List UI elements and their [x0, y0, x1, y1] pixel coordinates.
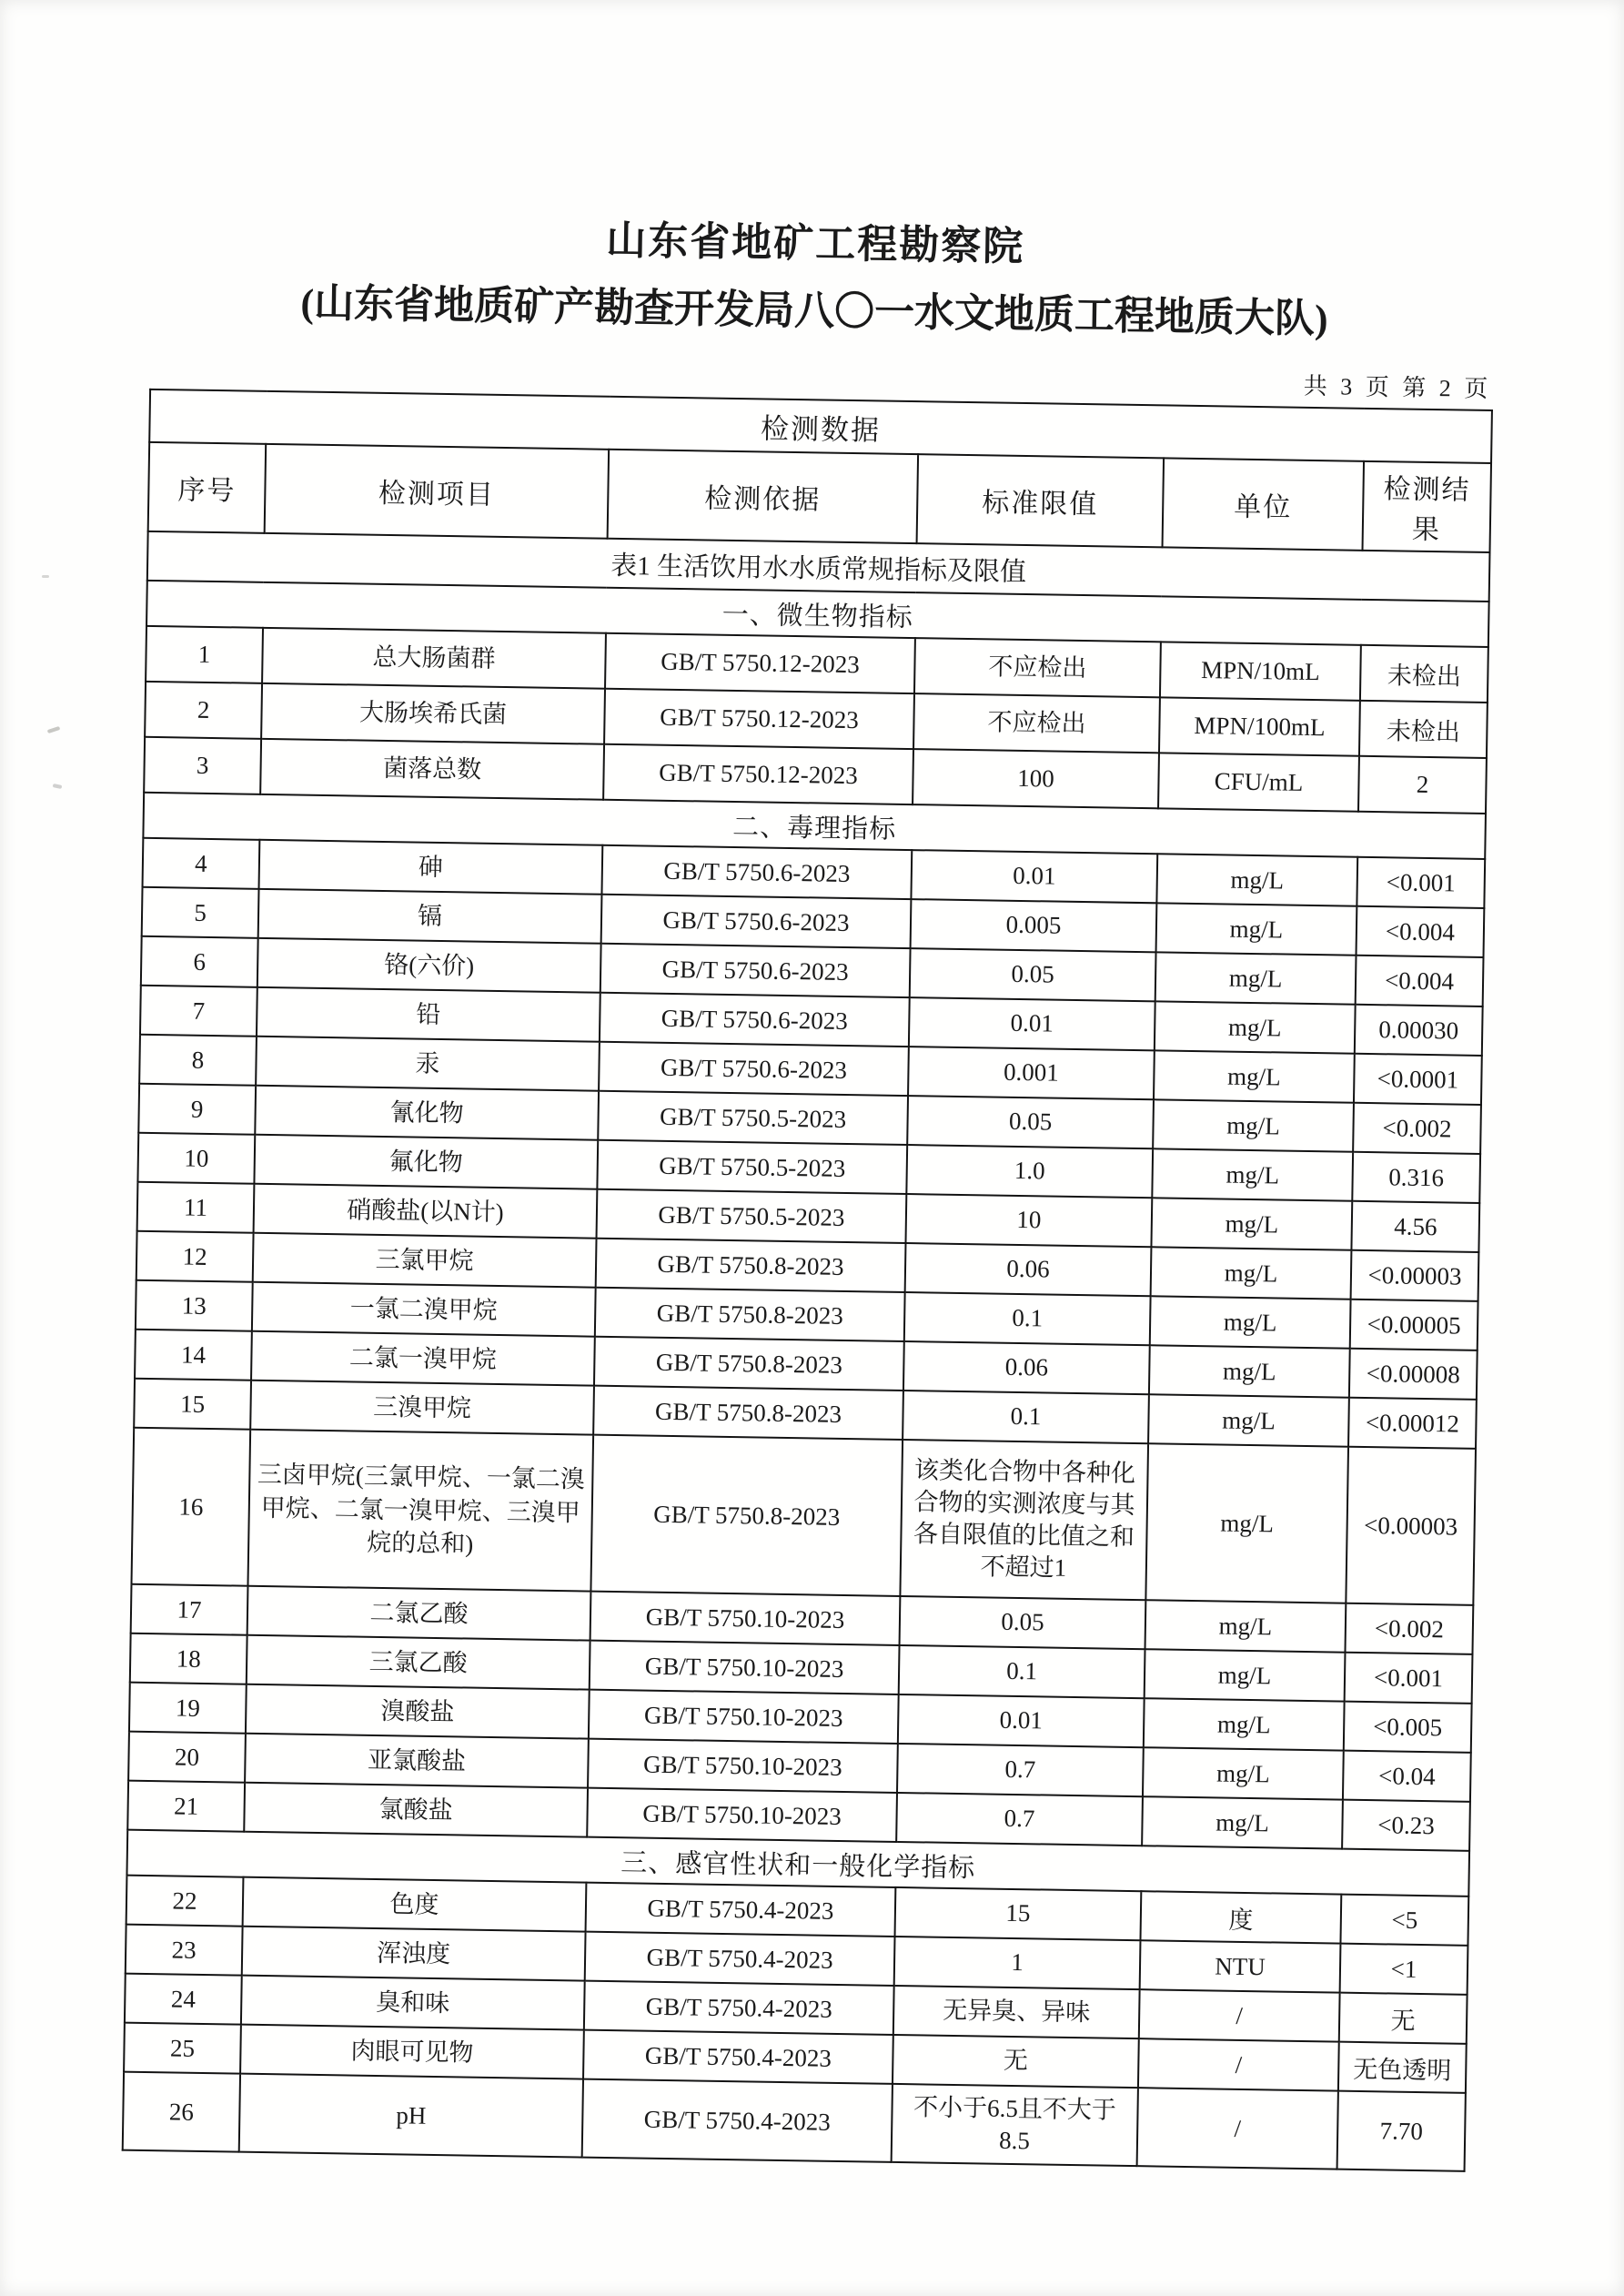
- col-header-no: 序号: [148, 442, 267, 533]
- cell-unit: mg/L: [1156, 854, 1357, 905]
- cell-result: <0.00003: [1351, 1250, 1479, 1301]
- cell-result: <0.002: [1345, 1603, 1473, 1654]
- cell-basis: GB/T 5750.6-2023: [600, 944, 911, 997]
- cell-no: 26: [123, 2072, 240, 2152]
- cell-basis: GB/T 5750.8-2023: [596, 1239, 906, 1292]
- cell-basis: GB/T 5750.4-2023: [585, 1932, 895, 1986]
- cell-result: 2: [1358, 756, 1487, 814]
- cell-basis: GB/T 5750.8-2023: [595, 1288, 905, 1341]
- cell-result: 0.00030: [1355, 1005, 1483, 1056]
- cell-limit: 0.06: [903, 1341, 1150, 1394]
- cell-result: <0.00008: [1349, 1349, 1478, 1400]
- cell-limit: 15: [895, 1887, 1142, 1940]
- cell-result: <0.04: [1343, 1751, 1471, 1802]
- cell-item: 二氯乙酸: [247, 1586, 591, 1641]
- cell-item: 色度: [243, 1877, 587, 1932]
- cell-no: 2: [145, 682, 262, 739]
- cell-unit: mg/L: [1154, 1050, 1355, 1102]
- cell-limit: 该类化合物中各种化合物的实测浓度与其各自限值的比值之和不超过1: [900, 1440, 1148, 1600]
- cell-result: <0.005: [1344, 1702, 1472, 1753]
- cell-no: 7: [140, 986, 257, 1037]
- cell-item: 铅: [257, 987, 600, 1042]
- cell-limit: 1: [894, 1937, 1141, 1989]
- cell-no: 8: [139, 1035, 257, 1086]
- cell-no: 25: [124, 2023, 241, 2074]
- cell-item: 浑浊度: [242, 1927, 586, 1981]
- cell-unit: MPN/100mL: [1159, 697, 1360, 755]
- cell-basis: GB/T 5750.10-2023: [590, 1592, 901, 1645]
- cell-item: 氯酸盐: [244, 1783, 588, 1837]
- cell-limit: 0.05: [907, 1096, 1154, 1148]
- cell-unit: mg/L: [1153, 1099, 1354, 1151]
- cell-no: 20: [128, 1732, 246, 1783]
- cell-result: 7.70: [1337, 2091, 1466, 2171]
- cell-limit: 0.05: [900, 1596, 1146, 1649]
- cell-result: <0.001: [1357, 857, 1485, 908]
- cell-unit: mg/L: [1148, 1394, 1349, 1446]
- cell-basis: GB/T 5750.6-2023: [601, 895, 912, 948]
- cell-unit: mg/L: [1152, 1148, 1353, 1200]
- org-title: 山东省地矿工程勘察院: [605, 217, 1025, 269]
- cell-unit: mg/L: [1149, 1345, 1350, 1397]
- table-title: 检测数据: [149, 389, 1492, 463]
- cell-result: <0.004: [1357, 906, 1485, 957]
- cell-item: 汞: [256, 1037, 600, 1091]
- col-header-basis: 检测依据: [608, 450, 918, 543]
- cell-unit: mg/L: [1155, 1001, 1356, 1053]
- cell-basis: GB/T 5750.5-2023: [598, 1091, 908, 1145]
- cell-limit: 无异臭、异味: [893, 1986, 1140, 2038]
- cell-result: 未检出: [1360, 645, 1488, 703]
- cell-no: 6: [141, 936, 258, 987]
- section-label: 一、微生物指标: [146, 581, 1489, 647]
- cell-basis: GB/T 5750.10-2023: [587, 1788, 897, 1842]
- cell-item: 臭和味: [241, 1976, 585, 2030]
- cell-unit: mg/L: [1144, 1698, 1345, 1750]
- cell-item: pH: [239, 2074, 583, 2158]
- cell-unit: mg/L: [1156, 903, 1357, 955]
- cell-no: 4: [143, 838, 260, 889]
- cell-limit: 1.0: [906, 1145, 1153, 1198]
- cell-basis: GB/T 5750.12-2023: [605, 633, 915, 693]
- cell-no: 21: [127, 1781, 245, 1832]
- cell-limit: 0.06: [905, 1243, 1152, 1296]
- cell-item: 镉: [258, 889, 602, 944]
- cell-no: 13: [136, 1280, 253, 1331]
- cell-limit: 不应检出: [914, 638, 1161, 697]
- cell-no: 11: [137, 1182, 255, 1233]
- cell-result: <0.00005: [1350, 1300, 1478, 1350]
- cell-no: 23: [126, 1925, 243, 1976]
- cell-item: 菌落总数: [260, 739, 604, 800]
- cell-limit: 0.1: [899, 1645, 1145, 1698]
- cell-basis: GB/T 5750.6-2023: [599, 1042, 909, 1096]
- cell-unit: MPN/10mL: [1160, 642, 1361, 700]
- cell-no: 10: [137, 1133, 255, 1184]
- cell-basis: GB/T 5750.4-2023: [583, 2030, 893, 2084]
- cell-unit: mg/L: [1151, 1247, 1352, 1299]
- cell-basis: GB/T 5750.10-2023: [590, 1641, 900, 1694]
- cell-basis: GB/T 5750.10-2023: [589, 1690, 899, 1744]
- cell-item: 溴酸盐: [246, 1684, 590, 1739]
- cell-unit: mg/L: [1151, 1198, 1352, 1249]
- cell-limit: 0.01: [898, 1694, 1145, 1747]
- cell-item: 大肠埃希氏菌: [261, 683, 605, 744]
- cell-item: 亚氯酸盐: [245, 1734, 589, 1788]
- org-subtitle: (山东省地质矿产勘查开发局八〇一水文地质工程地质大队): [300, 280, 1329, 342]
- cell-limit: 0.7: [897, 1744, 1144, 1796]
- cell-basis: GB/T 5750.4-2023: [584, 1981, 894, 2035]
- cell-item: 硝酸盐(以N计): [254, 1184, 598, 1239]
- cell-result: <0.002: [1353, 1103, 1481, 1154]
- cell-no: 18: [130, 1633, 247, 1684]
- test-data-table: [122, 389, 1493, 2172]
- cell-result: <0.001: [1345, 1653, 1473, 1704]
- cell-unit: /: [1139, 1989, 1340, 2041]
- cell-result: 无: [1339, 1993, 1468, 2044]
- cell-unit: mg/L: [1155, 952, 1357, 1004]
- cell-result: <0.0001: [1354, 1054, 1482, 1105]
- cell-item: 三溴甲烷: [250, 1381, 594, 1435]
- col-header-limit: 标准限值: [917, 454, 1165, 547]
- cell-no: 24: [125, 1974, 242, 2025]
- cell-item: 总大肠菌群: [262, 628, 606, 689]
- cell-no: 17: [131, 1584, 248, 1635]
- cell-unit: NTU: [1140, 1940, 1341, 1992]
- cell-unit: /: [1138, 2038, 1339, 2090]
- cell-unit: 度: [1140, 1891, 1341, 1943]
- table-row: [131, 1428, 1476, 1605]
- cell-item: 二氯一溴甲烷: [251, 1331, 595, 1386]
- page-indicator: 共 3 页 第 2 页: [1303, 372, 1492, 403]
- cell-basis: GB/T 5750.5-2023: [597, 1189, 907, 1243]
- cell-unit: mg/L: [1145, 1443, 1348, 1603]
- cell-no: 3: [144, 737, 261, 794]
- cell-result: 4.56: [1351, 1201, 1479, 1252]
- cell-result: 无色透明: [1338, 2042, 1467, 2093]
- cell-basis: GB/T 5750.8-2023: [594, 1337, 904, 1391]
- cell-basis: GB/T 5750.5-2023: [597, 1140, 907, 1194]
- cell-limit: 0.1: [903, 1391, 1149, 1443]
- cell-no: 15: [134, 1379, 251, 1430]
- cell-basis: GB/T 5750.10-2023: [588, 1739, 898, 1793]
- cell-basis: GB/T 5750.4-2023: [582, 2079, 893, 2162]
- cell-no: 19: [129, 1683, 247, 1734]
- cell-no: 22: [126, 1876, 244, 1927]
- cell-item: 氟化物: [254, 1135, 598, 1189]
- cell-limit: 100: [913, 749, 1159, 808]
- section-label: 二、毒理指标: [143, 793, 1486, 859]
- cell-result: <0.23: [1342, 1800, 1470, 1851]
- cell-item: 三氯甲烷: [253, 1233, 597, 1288]
- cell-item: 氰化物: [255, 1086, 599, 1140]
- cell-limit: 0.001: [908, 1047, 1155, 1099]
- cell-basis: GB/T 5750.8-2023: [593, 1386, 903, 1440]
- col-header-result: 检测结果: [1363, 461, 1492, 552]
- cell-no: 14: [135, 1330, 252, 1381]
- cell-no: 12: [136, 1231, 254, 1282]
- cell-limit: 0.05: [910, 948, 1156, 1001]
- cell-item: 铬(六价): [257, 938, 601, 993]
- cell-result: <1: [1340, 1944, 1468, 1995]
- cell-no: 1: [146, 626, 263, 683]
- cell-result: 未检出: [1359, 701, 1488, 758]
- col-header-item: 检测项目: [265, 444, 609, 539]
- cell-unit: mg/L: [1145, 1600, 1347, 1652]
- col-header-unit: 单位: [1163, 458, 1365, 550]
- cell-no: 5: [142, 887, 259, 938]
- cell-no: 16: [131, 1428, 250, 1586]
- cell-basis: GB/T 5750.8-2023: [590, 1435, 903, 1596]
- cell-result: <0.00003: [1346, 1447, 1476, 1605]
- cell-item: 砷: [259, 840, 603, 895]
- cell-unit: CFU/mL: [1158, 753, 1359, 811]
- cell-limit: 无: [893, 2035, 1139, 2088]
- cell-result: <0.00012: [1348, 1398, 1477, 1449]
- cell-basis: GB/T 5750.4-2023: [586, 1883, 896, 1937]
- cell-item: 三氯乙酸: [247, 1635, 590, 1690]
- cell-limit: 0.01: [909, 997, 1155, 1050]
- cell-limit: 0.7: [896, 1793, 1143, 1846]
- cell-item: 肉眼可见物: [240, 2025, 584, 2079]
- cell-result: <5: [1340, 1895, 1468, 1946]
- cell-limit: 0.1: [904, 1292, 1151, 1345]
- cell-unit: /: [1137, 2088, 1338, 2169]
- cell-unit: mg/L: [1150, 1296, 1351, 1348]
- table-caption: 表1 生活饮用水水质常规指标及限值: [147, 531, 1490, 602]
- cell-basis: GB/T 5750.12-2023: [604, 689, 914, 749]
- cell-limit: 不小于6.5且不大于8.5: [892, 2084, 1138, 2166]
- cell-result: <0.004: [1356, 956, 1484, 1006]
- cell-basis: GB/T 5750.12-2023: [603, 744, 913, 804]
- section-label: 三、感官性状和一般化学指标: [126, 1830, 1469, 1896]
- cell-limit: 不应检出: [913, 693, 1160, 753]
- cell-unit: mg/L: [1145, 1649, 1346, 1701]
- cell-limit: 0.005: [911, 899, 1157, 952]
- cell-basis: GB/T 5750.6-2023: [601, 845, 912, 899]
- cell-unit: mg/L: [1143, 1747, 1344, 1799]
- cell-result: 0.316: [1352, 1152, 1480, 1203]
- cell-no: 9: [138, 1084, 256, 1135]
- cell-item: 三卤甲烷(三氯甲烷、一氯二溴甲烷、二氯一溴甲烷、三溴甲烷的总和): [247, 1430, 593, 1592]
- cell-limit: 0.01: [911, 850, 1157, 903]
- cell-unit: mg/L: [1142, 1796, 1343, 1848]
- cell-basis: GB/T 5750.6-2023: [600, 993, 910, 1047]
- cell-item: 一氯二溴甲烷: [252, 1282, 596, 1337]
- cell-limit: 10: [905, 1194, 1152, 1247]
